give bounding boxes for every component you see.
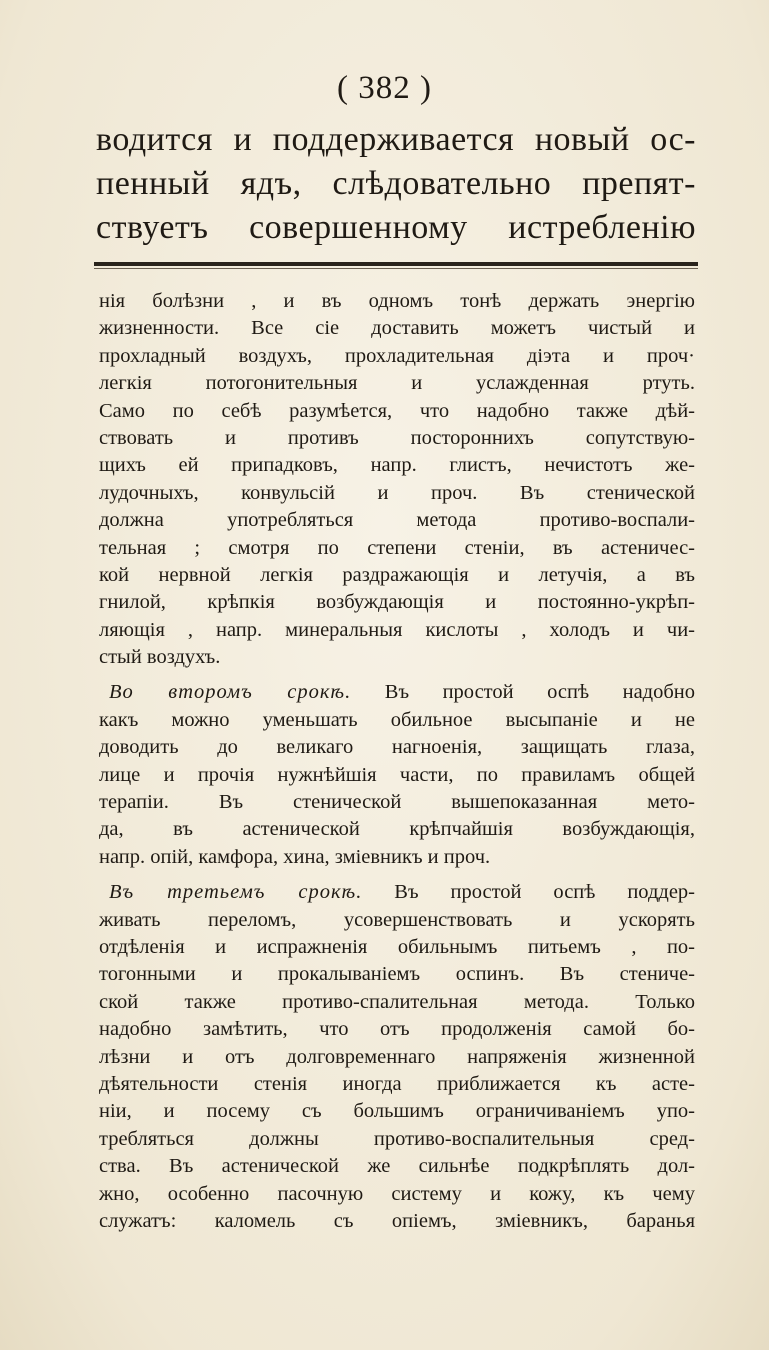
text-line: надобно замѣтить, что отъ продолженія самой бо- — [99, 1018, 695, 1041]
text-line: должна употребляться метода противо-воспали- — [99, 509, 695, 532]
page-number: ( 382 ) — [337, 70, 432, 106]
text-line: ской также противо-спалительная метода. Только — [99, 990, 695, 1013]
text-line: гнилой, крѣпкія возбуждающія и постоянно-укрѣп- — [99, 591, 695, 614]
text-line: нія болѣзни , и въ одномъ тонѣ держать энергію — [99, 290, 695, 312]
heading-line: ствуетъ совершенному истребленію — [96, 209, 696, 246]
text-line: ляющія , напр. минеральныя кислоты , холодъ и чи- — [99, 618, 695, 641]
text-line: прохладный воздухъ, прохладительная діэта и проч· — [99, 344, 695, 367]
text-line: Само по себѣ разумѣется, что надобно также дѣй- — [99, 399, 695, 422]
text-line: тогонными и прокалываніемъ оспинъ. Въ стениче- — [99, 963, 695, 986]
body-text — [99, 288, 695, 1235]
text-line: дѣятельности стенія иногда приближается къ асте- — [99, 1072, 695, 1095]
text-line — [99, 679, 695, 706]
text-line: напр. опій, камфора, хина, зміевникъ и проч. — [99, 845, 491, 868]
text-line: лице и прочія нужнѣйшія части, по правиламъ общей — [99, 763, 695, 786]
term-label: Въ третьемъ срокѣ. — [109, 881, 363, 904]
text-line: требляться должны противо-воспалительныя сред- — [99, 1127, 695, 1150]
term-label: Во второмъ срокѣ. — [109, 681, 352, 704]
heading-line: водится и поддерживается новый ос- — [96, 121, 696, 158]
text-fragment: Въ простой оспѣ поддер- — [394, 881, 695, 904]
text-line: кой нервной легкія раздражающія и летучія, а въ — [99, 563, 695, 586]
text-line: какъ можно уменьшать обильное высыпаніе и не — [99, 708, 695, 731]
text-line: стый воздухъ. — [99, 646, 221, 669]
text-line: ства. Въ астенической же сильнѣе подкрѣплять дол- — [99, 1155, 695, 1178]
text-line: ніи, и посему съ большимъ ограничиваніемъ упо- — [99, 1100, 695, 1123]
text-line: живать переломъ, усовершенствовать и ускорять — [99, 908, 695, 931]
paragraph-second-term — [99, 679, 695, 871]
text-line: лѣзни и отъ долговременнаго напряженія жизненной — [99, 1045, 695, 1068]
text-line: жизненности. Все сіе доставить можетъ чистый и — [99, 317, 695, 340]
text-line: да, въ астенической крѣпчайшія возбуждающія, — [99, 818, 695, 841]
heading-line: пенный ядъ, слѣдовательно препят- — [96, 165, 696, 202]
heading-text — [96, 118, 696, 250]
text-line: жно, особенно пасочную систему и кожу, къ чему — [99, 1182, 695, 1205]
text-line: доводить до великаго нагноенія, защищать глаза, — [99, 736, 695, 759]
text-line — [99, 879, 695, 906]
text-line: легкія потогонительныя и услажденная ртуть. — [99, 372, 695, 395]
text-line: отдѣленія и испражненія обильнымъ питьемъ , по- — [99, 935, 695, 958]
text-line: тельная ; смотря по степени стеніи, въ астеничес- — [99, 536, 695, 559]
text-line: служатъ: каломель съ опіемъ, зміевникъ, баранья — [99, 1209, 695, 1232]
paragraph-first — [99, 288, 695, 671]
paragraph-third-term — [99, 879, 695, 1235]
text-line: терапіи. Въ стенической вышепоказанная мето- — [99, 791, 695, 814]
separator-rule — [94, 262, 698, 266]
text-line: щихъ ей припадковъ, напр. глистъ, нечистотъ же- — [99, 454, 695, 477]
text-line: ствовать и противъ постороннихъ сопутствую- — [99, 426, 695, 449]
text-line: лудочныхъ, конвульсій и проч. Въ стенической — [99, 481, 695, 504]
text-fragment: Въ простой оспѣ надобно — [384, 681, 695, 704]
separator-rule-thin — [94, 268, 698, 269]
